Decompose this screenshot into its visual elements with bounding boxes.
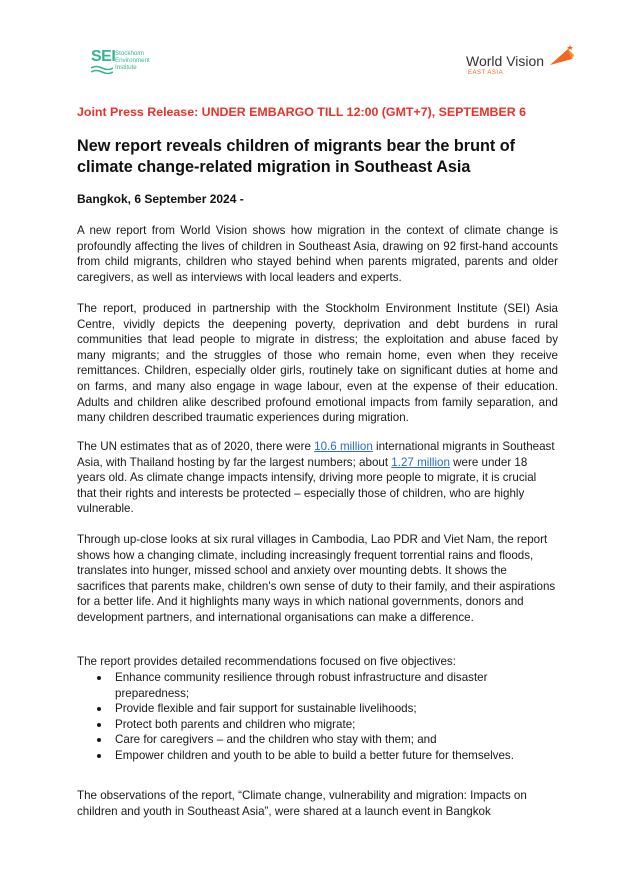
paragraph-recommendations: The report provides detailed recommendations focused on five objectives: <box>77 655 456 668</box>
bullet-icon <box>97 707 101 711</box>
list-item <box>77 717 558 733</box>
sei-line1: Stockholm <box>115 50 144 57</box>
recommendations-list <box>77 670 558 764</box>
list-item <box>77 732 558 748</box>
sei-line3: Institute <box>115 64 137 71</box>
embargo-notice: Joint Press Release: UNDER EMBARGO TILL 12:00 (GMT+7), SEPTEMBER 6 <box>77 105 527 119</box>
bullet-icon <box>97 738 101 742</box>
list-item-text: Care for caregivers – and the children who stay with them; and <box>115 733 437 747</box>
p3-text-2: international migrants in Southeast Asia, with Thailand hosting by far the largest numbers; about <box>77 440 555 469</box>
paragraph-rural-villages: Through up-close looks at six rural villages in Cambodia, Lao PDR and Viet Nam, the report shows how a changing climate, including increasingly frequent torrential rains and floods, translates into hunger, missed school and anxiety over mounting debts. It shows the sacrifices that parents make, children's own sense of duty to their family, and their aspirations for a better life. And it highlights many ways in which national governments, donors and development partners, and international organisations can make a difference. <box>77 533 556 624</box>
sei-logo-mark: SEI <box>91 48 116 65</box>
paragraph-un-estimates <box>77 439 558 517</box>
p3-text-1: The UN estimates that as of 2020, there were <box>77 440 315 453</box>
list-item-text: Empower children and youth to be able to build a better future for themselves. <box>115 748 514 762</box>
list-item-text: Protect both parents and children who migrate; <box>115 717 356 731</box>
sei-logo-text <box>115 50 150 71</box>
list-item <box>77 701 558 717</box>
world-vision-sub: EAST ASIA <box>468 70 504 76</box>
p3-text-3: were under 18 years old. As climate change impacts intensify, driving more people to migrate, it is crucial that their rights and interests be protected – especially those of children, who are highly vulnerable. <box>77 455 537 516</box>
world-vision-star-icon <box>548 45 574 67</box>
bullet-icon <box>97 723 101 727</box>
sei-wave-icon <box>91 65 113 75</box>
dateline: Bangkok, 6 September 2024 - <box>77 192 244 206</box>
link-1-27-million[interactable]: 1.27 million <box>391 455 450 469</box>
link-10-6-million[interactable]: 10.6 million <box>314 440 373 453</box>
sei-logo <box>91 48 171 78</box>
sei-line2: Environment <box>115 57 150 64</box>
list-item <box>77 748 558 764</box>
list-item-text: Enhance community resilience through robust infrastructure and disaster preparedness; <box>115 671 488 700</box>
world-vision-name: World Vision <box>466 53 545 69</box>
bullet-icon <box>97 754 101 758</box>
paragraph-report-partnership: The report, produced in partnership with the Stockholm Environment Institute (SEI) Asia Centre, vividly depicts the deepening poverty, deprivation and debt burdens in rural communities that lead people to migrate in distress; the exploitation and abuse faced by many migrants; and the struggles of those who remain home, even when they receive remittances. Children, especially older girls, routinely take on significant duties at home and on farms, and many also engage in wage labour, even at the expense of their education. Adults and children alike described profound emotional impacts from family separation, and many children described traumatic experiences during migration. <box>77 302 558 425</box>
list-item <box>77 670 558 701</box>
world-vision-logo <box>466 45 576 81</box>
paragraph-intro: A new report from World Vision shows how migration in the context of climate change is profoundly affecting the lives of children in Southeast Asia, drawing on 92 first-hand accounts from child migrants, children who stayed behind when parents migrated, parents and older caregivers, as well as interviews with local leaders and experts. <box>77 224 558 284</box>
list-item-text: Provide flexible and fair support for sustainable livelihoods; <box>115 702 417 716</box>
bullet-icon <box>97 676 101 680</box>
paragraph-launch-event: The observations of the report, “Climate change, vulnerability and migration: Impacts on children and youth in Southeast Asia”, were shared at a launch event in Bangkok <box>77 789 527 818</box>
press-release-title: New report reveals children of migrants bear the brunt of climate change-related migration in Southeast Asia <box>77 137 516 176</box>
